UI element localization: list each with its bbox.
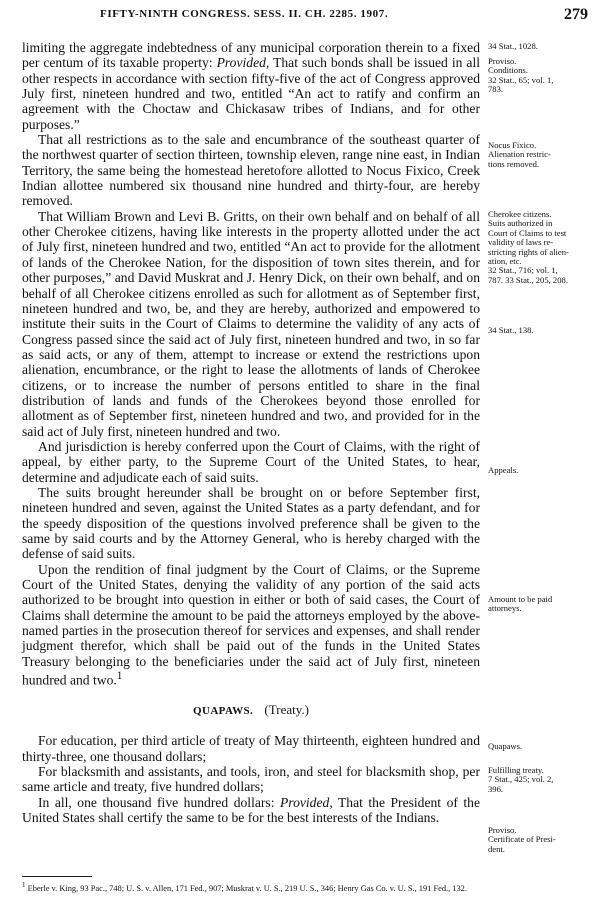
margin-note: Nocus Fixico. Alienation restric- tions removed. <box>488 140 551 169</box>
footnote-ref: 1 <box>116 670 123 683</box>
footnote-divider <box>22 876 92 877</box>
paragraph-1: limiting the aggregate indebtedness of any municipal corporation therein to a fixed per centum of its taxable property: Provided, That such bonds shall be issued in all other respects in accordance with section fifty-five of the act of Congress approved July first, nineteen hundred and two, entitled “An act to ratify and confirm an agreement with the Choctaw and Chickasaw tribes of Indians, and for other purposes.” <box>22 40 480 132</box>
paragraph-blacksmith: For blacksmith and assistants, and tools, iron, and steel for blacksmith shop, per same article and treaty, five hundred dollars; <box>22 764 480 795</box>
paragraph-education: For education, per third article of treaty of May thirteenth, eighteen hundred and thirty-three, one thousand dollars; <box>22 733 480 764</box>
main-text <box>22 40 480 825</box>
running-title: FIFTY-NINTH CONGRESS. SESS. II. CH. 2285. 1907. <box>100 8 389 20</box>
paragraph-attorney-fees: Upon the rendition of final judgment by the Court of Claims, or the Supreme Court of the United States, denying the validity of any portion of the said acts authorized to be brought into question in either or both of said cases, the Court of Claims shall determine the amount to be paid the attorneys employed by the above-named parties in the prosecution thereof for services and expenses, and shall render judgment therefor, which shall be paid out of the funds in the United States Treasury belonging to the beneficiaries under the said act of July first, nineteen hundred and two.$^1$ <box>22 561 480 688</box>
margin-note: 34 Stat., 138. <box>488 325 534 335</box>
margin-note: Proviso. Conditions. 32 Stat., 65; vol. 1, 783. <box>488 56 554 95</box>
footnote-mark: 1 <box>22 881 26 889</box>
margin-note: 34 Stat., 1028. <box>488 41 538 51</box>
footnote <box>22 880 582 894</box>
section-heading-kind: (Treaty.) <box>264 701 309 717</box>
paragraph-jurisdiction: And jurisdiction is hereby conferred upon the Court of Claims, with the right of appeal, by either party, to the Supreme Court of the United States, to hear, determine and adjudicate each of said suits. <box>22 438 480 485</box>
section-heading <box>22 702 480 719</box>
footnote-text: Eberle v. King, 93 Pac., 748; U. S. v. Allen, 171 Fed., 907; Muskrat v. U. S., 219 U. S., 346; Henry Gas Co. v. U. S., 191 Fed., 132. <box>27 883 467 893</box>
running-header <box>0 6 600 28</box>
section-heading-tribe: QUAPAWS. <box>193 704 254 717</box>
paragraph-total-proviso: In all, one thousand five hundred dollars: Provided, That the President of the United States shall certify the same to be for the best interests of the Indians. <box>22 794 481 826</box>
margin-note: Amount to be paid attorneys. <box>488 594 553 614</box>
margin-note: Appeals. <box>488 465 519 475</box>
margin-note: Quapaws. <box>488 741 523 751</box>
paragraph-suits-deadline: The suits brought hereunder shall be brought on or before September first, nineteen hundred and seven, against the United States as a party defendant, and for the speedy disposition of the questions involved preference shall be given to the same by said courts and by the Attorney General, who is hereby charged with the defense of said suits. <box>22 484 480 562</box>
paragraph-cherokee-suits: That William Brown and Levi B. Gritts, on their own behalf and on behalf of all other Cherokee citizens, having like interests in the property allotted under the act of July first, nineteen hundred and two, entitled “An act to provide for the allotment of lands of the Cherokee Nation, for the disposition of town sites therein, and for other purposes,” and David Muskrat and J. Henry Dick, on their own behalf, and on behalf of all Cherokee citizens enrolled as such for allotment as of September first, nineteen hundred and two, be, and they are hereby, authorized and empowered to institute their suits in the Court of Claims to determine the validity of any acts of Congress passed since the said act of July first, nineteen hundred and two, in so far as said acts, or any of them, attempt to increase or extend the restrictions upon alienation, encumbrance, or the right to lease the allotments of lands of Cherokee citizens, or to increase the number of persons entitled to share in the final distribution of lands and funds of the Cherokees beyond those enrolled for allotment as of September first, nineteen hundred and two, and provided for in the said act of July first, nineteen hundred and two. <box>22 208 480 439</box>
page-number: 279 <box>564 6 588 23</box>
margin-note: Proviso. Certificate of Presi- dent. <box>488 825 556 854</box>
margin-note: Fulfilling treaty. 7 Stat., 425; vol. 2, 396. <box>488 765 554 794</box>
paragraph-nocus-fixico: That all restrictions as to the sale and encumbrance of the southeast quarter of the northwest quarter of section thirteen, township eleven, range nine east, in Indian Territory, the same being the homestead heretofore allotted to Nocus Fixico, Creek Indian allottee numbered six thousand nine hundred and thirty-four, are hereby removed. <box>22 132 480 209</box>
margin-note: Cherokee citizens. Suits authorized in Court of Claims to test validity of laws re- stricting rights of alien- ation, etc. 32 Stat., 716; vol. 1, 787. 33 Stat., 205, 208. <box>488 209 569 285</box>
